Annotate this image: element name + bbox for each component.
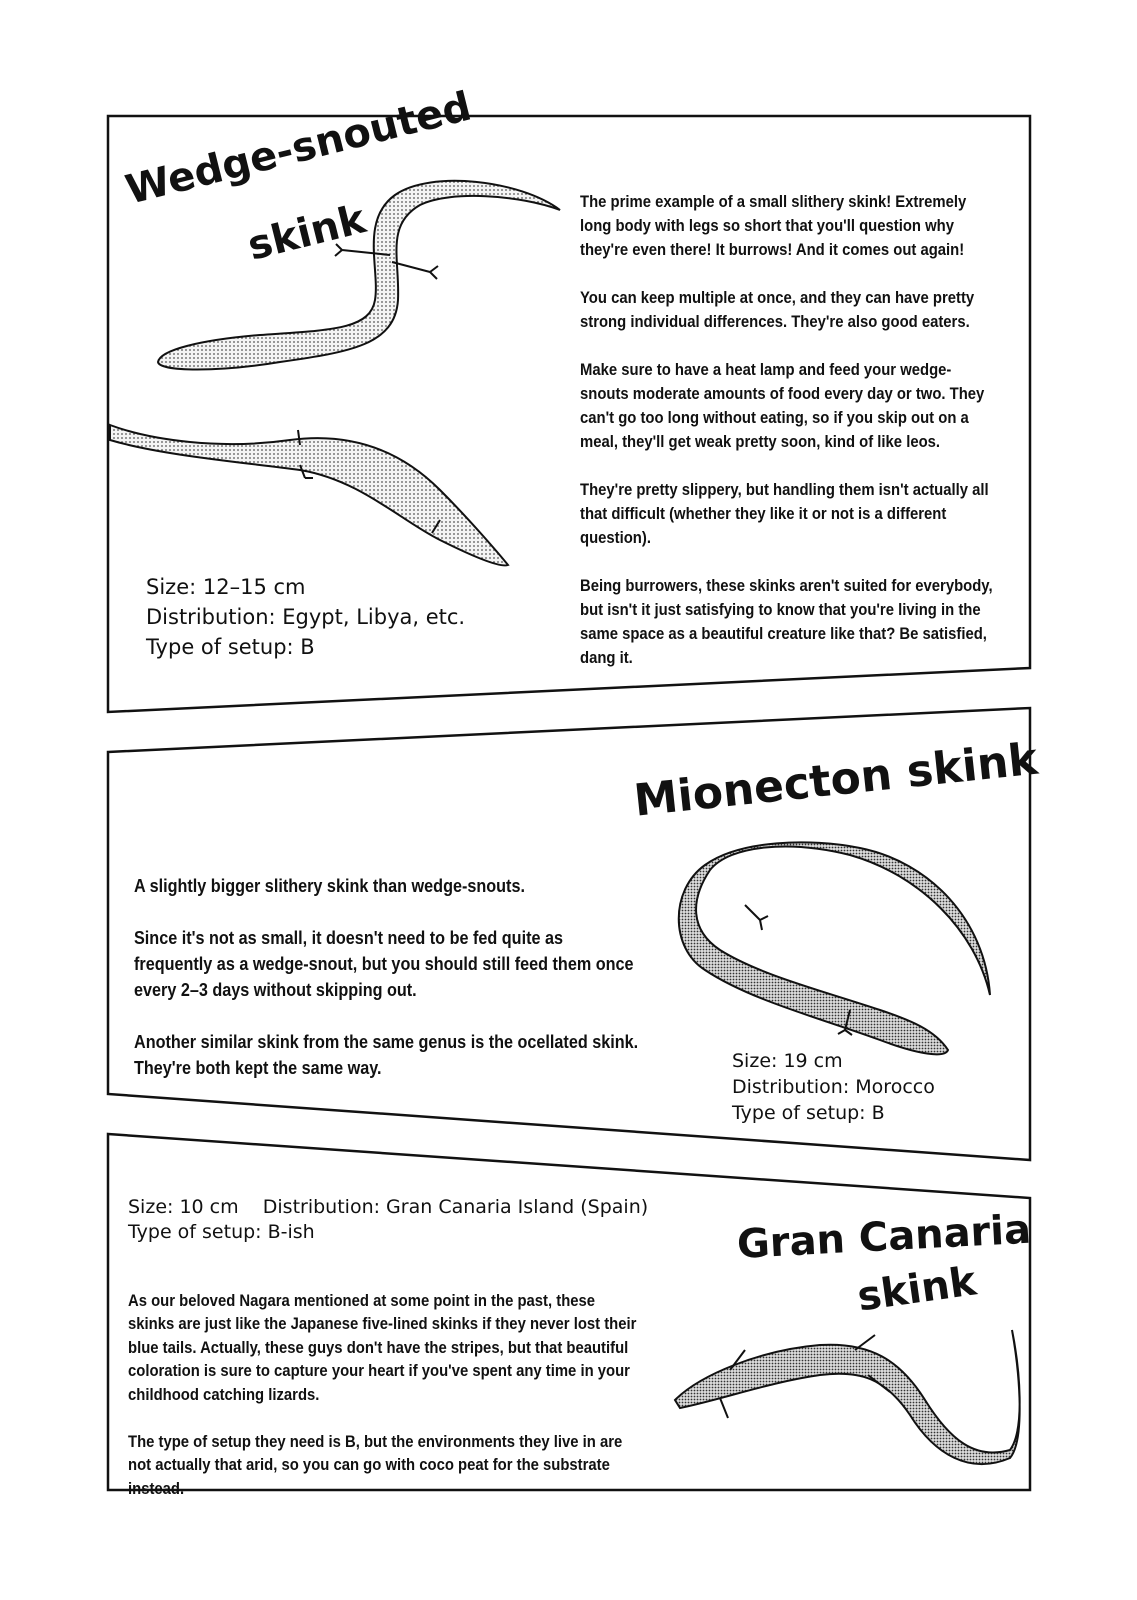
gran-para-2: The type of setup they need is B, but the environments they live in are not actually that arid, so you can go with coco peat for the substrate instead. — [128, 1432, 623, 1498]
wedge-para-3: Make sure to have a heat lamp and feed your wedge-snouts moderate amounts of food every day or two. They can't go too long without eating, so if you skip out on a meal, they'll get weak pretty soon, kind of like leos. — [580, 361, 985, 451]
mionecton-skink-illustration — [679, 842, 990, 1054]
gran-setup: Type of setup: B-ish — [128, 1221, 315, 1243]
gran-canaria-skink-illustration — [675, 1330, 1020, 1464]
wedge-skink-title-line2: skink — [243, 196, 371, 270]
wedge-skink-title-line1: Wedge-snouted — [121, 83, 476, 214]
mionecton-skink-title: Mionecton skink — [631, 733, 1041, 827]
mionecton-para-1: A slightly bigger slithery skink than wedge-snouts. — [134, 876, 525, 896]
wedge-distribution: Distribution: Egypt, Libya, etc. — [146, 605, 466, 629]
mionecton-skink-stats — [732, 1048, 935, 1126]
wedge-para-4: They're pretty slippery, but handling them isn't actually all that difficult (whether they like it or not is a different question). — [580, 481, 989, 547]
mionecton-distribution: Distribution: Morocco — [732, 1076, 935, 1098]
mionecton-para-3: Another similar skink from the same genus is the ocellated skink. They're both kept the same way. — [134, 1032, 639, 1078]
mionecton-size: Size: 19 cm — [732, 1050, 843, 1072]
mionecton-skink-description — [134, 847, 643, 1107]
wedge-para-2: You can keep multiple at once, and they can have pretty strong individual differences. They're also good eaters. — [580, 289, 975, 331]
gran-canaria-description — [128, 1266, 637, 1525]
wedge-skink-stats — [146, 572, 465, 662]
wedge-para-1: The prime example of a small slithery skink! Extremely long body with legs so short that you'll question why they're even there! It burrows! And it comes out again! — [580, 193, 967, 259]
gran-para-1: As our beloved Nagara mentioned at some point in the past, these skinks are just like the Japanese five-lined skinks if they never lost their blue tails. Actually, these guys don't have the stripes, but that beautiful coloration is sure to capture your heart if you've spent any time in your childhood catching lizards. — [128, 1291, 637, 1404]
gran-size-distribution: Size: 10 cm Distribution: Gran Canaria Island (Spain) — [128, 1196, 649, 1218]
wedge-para-5: Being burrowers, these skinks aren't suited for everybody, but isn't it just satisfying to know that you're living in the same space as a beautiful creature like that? Be satisfied, dang it. — [580, 577, 993, 667]
wedge-size: Size: 12–15 cm — [146, 575, 306, 599]
gran-canaria-title-line2: skink — [854, 1258, 980, 1321]
mionecton-setup: Type of setup: B — [732, 1102, 885, 1124]
gran-canaria-title-line1: Gran Canaria — [735, 1206, 1033, 1268]
wedge-setup: Type of setup: B — [146, 635, 315, 659]
mionecton-para-2: Since it's not as small, it doesn't need to be fed quite as frequently as a wedge-snout, but you should still feed them once every 2–3 days without skipping out. — [134, 928, 634, 1000]
wedge-skink-illustration-2 — [110, 425, 508, 565]
wedge-skink-description — [580, 166, 996, 694]
gran-canaria-stats — [128, 1195, 648, 1245]
